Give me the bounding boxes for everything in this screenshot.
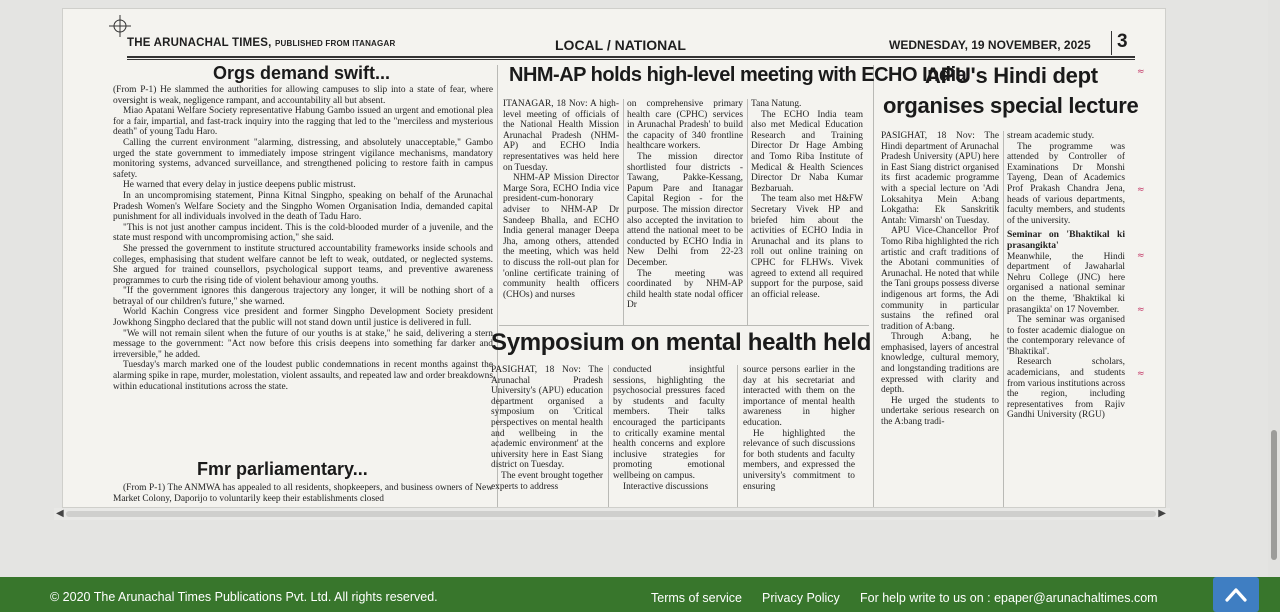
back-to-top-button[interactable] (1213, 577, 1259, 612)
scrollbar-thumb[interactable] (1271, 430, 1277, 560)
paragraph: The ECHO India team also met Medical Education Research and Training Director Dr Hage Ambing and Tomo Riba Institute of Medical & Health Sciences Director Dr Naba Kumar Bezbaruah. (751, 109, 863, 194)
help-email-link[interactable]: For help write to us on : epaper@arunachaltimes.com (860, 591, 1158, 605)
registration-mark-icon (109, 15, 131, 37)
article-body-orgs (113, 85, 493, 459)
paragraph: "This is not just another campus incident. This is the cold-blooded murder of a juvenile, and the state must respond with uncompromising action," she said. (113, 222, 493, 244)
paragraph: Miao Apatani Welfare Society representative Habung Gambo issued an urgent and emotional plea for a fair, impartial, and fast-track inquiry into the ragging that led to the "merciless and mysterious death" of young Tadu Haro. (113, 106, 493, 138)
paragraph: The mission director shortlisted four districts - Tawang, Pakke-Kessang, Papum Pare and Itanagar Capital Region - for the purpose. The mission director also accepted the invitation to attend the national meet to be conducted by ECHO India in New Delhi from 22-23 December. (627, 151, 743, 268)
column-divider (873, 65, 874, 508)
masthead-title: THE ARUNACHAL TIMES, (127, 37, 272, 49)
scroll-left-icon[interactable]: ◀ (56, 508, 64, 519)
paragraph: "If the government ignores this dangerous trajectory any longer, it will be nothing short of a betrayal of our children's future," she warned. (113, 286, 493, 307)
column-divider (737, 365, 738, 508)
paragraph: The meeting was coordinated by NHM-AP child health state nodal officer Dr (627, 268, 743, 311)
paragraph: PASIGHAT, 18 Nov: The Arunachal Pradesh University's (APU) education department organised a symposium on 'Critical perspectives on mental health and wellbeing in the academic environment' at the university here in East Siang district on Tuesday. (491, 365, 603, 471)
margin-mark-icon: ≈ (1137, 185, 1145, 195)
column-divider (608, 365, 609, 508)
paragraph: In an uncompromising statement, Pinna Kitnal Singpho, speaking on behalf of the Arunachal Pradesh Women's Welfare Society and the Singpho Women Organisation India, demanded capital punishment for all individuals involved in the death of Tadu Haro. (113, 190, 493, 223)
scroll-right-icon[interactable]: ▶ (1158, 508, 1166, 519)
newspaper-page (62, 8, 1166, 508)
paragraph: World Kachin Congress vice president and former Singpho Development Society president Jowkhong Singpho declared that the public will not stand down until justice is delivered in full. (113, 307, 493, 329)
copyright-text: © 2020 The Arunachal Times Publications Pvt. Ltd. All rights reserved. (50, 590, 438, 604)
page-number: 3 (1111, 31, 1128, 55)
article-subheading: Seminar on 'Bhaktikal ki prasangikta' (1007, 229, 1125, 251)
margin-mark-icon: ≈ (1137, 305, 1145, 315)
vertical-scrollbar[interactable] (1268, 0, 1280, 577)
column-divider (747, 99, 748, 325)
paragraph: He urged the students to undertake serious research on the A:bang tradi- (881, 395, 999, 428)
scrollbar-thumb[interactable] (66, 511, 1156, 517)
article-body-fmr (113, 483, 493, 508)
paragraph: source persons earlier in the day at his secretariat and interacted with them on the importance of mental health awareness in higher education. (743, 365, 855, 428)
paragraph: Meanwhile, the Hindi department of Jawaharlal Nehru College (JNC) here organised a national seminar on the theme, 'Bhaktikal ki prasangikta' on 17 November. (1007, 251, 1125, 315)
dateline: WEDNESDAY, 19 NOVEMBER, 2025 (889, 38, 1091, 52)
article-body-symposium-col2 (613, 365, 725, 508)
paragraph: She pressed the government to institute structured accountability frameworks inside schools and colleges, emphasising that student welfare cannot be left to weak, outdated, or neglected systems. She argued for trained counsellors, psychological support teams, and preventive awareness programmes to curb the rising tide of violent behaviour among youths. (113, 243, 493, 286)
paragraph: The team also met H&FW Secretary Vivek HP and briefed him about the activities of ECHO India in Arunachal and its plans to roll out online training on CPHC for FLHWs. Vivek agreed to extend all required support for the purpose, said an official release. (751, 194, 863, 300)
margin-mark-icon: ≈ (1137, 67, 1145, 77)
terms-link[interactable]: Terms of service (651, 591, 742, 605)
article-body-symposium-col1 (491, 365, 603, 508)
margin-mark-icon: ≈ (1137, 369, 1145, 379)
section-divider (499, 325, 869, 326)
paragraph: The event brought together experts to address (491, 470, 603, 492)
paragraph: conducted insightful sessions, highlighting the psychosocial pressures faced by students and faculty members. Their talks encouraged the participants to critically examine mental health concerns and explore inclusive strategies for promoting emotional wellbeing on campus. (613, 365, 725, 481)
article-headline-fmr[interactable]: Fmr parliamentary... (197, 459, 368, 479)
article-body-apu-col1 (881, 131, 999, 508)
paragraph: (From P-1) The ANMWA has appealed to all residents, shopkeepers, and business owners of New Market Colony, Daporijo to voluntarily keep their establishments closed (113, 483, 493, 504)
header-rule-thin (127, 59, 1135, 60)
paragraph: The programme was attended by Controller of Examinations Dr Monshi Tayeng, Dean of Academics Prof Prakash Chandra Jena, heads of various departments, faculty members, and students of the university. (1007, 141, 1125, 226)
paragraph: Interactive discussions (623, 481, 709, 492)
paragraph: NHM-AP Mission Director Marge Sora, ECHO India vice president-cum-honorary adviser to NHM-AP Dr Sandeep Bhalla, and ECHO India general manager Deepa Jha, among others, attended the meeting, which was held to discuss the roll-out plan for 'online certificate training of community health officers (CHOs) and nurses (503, 173, 619, 300)
privacy-link[interactable]: Privacy Policy (762, 591, 840, 605)
article-headline-apu-line1[interactable]: APU's Hindi dept (925, 63, 1098, 88)
paragraph: on comprehensive primary health care (CPHC) services in Arunachal Pradesh' to build the capacity of 340 frontline healthcare workers. (627, 99, 743, 152)
article-headline-symposium[interactable]: Symposium on mental health held (491, 329, 872, 356)
paragraph: Calling the current environment "alarming, distressing, and absolutely unacceptable," Gambo urged the state government to immediately impose stringent vigilance mechanisms, mandatory monitoring systems, advanced surveillance, and strengthened policing to restore faith in campus safety. (113, 137, 493, 180)
paragraph: "We will not remain silent when the future of our youths is at stake," he said, delivering a stern message to the government: "Act now before this crisis deepens into something far darker and irreversible," he added. (113, 328, 493, 360)
article-body-nhm-col2 (627, 99, 743, 325)
paragraph: Research scholars, academicians, and students from various institutions across the region, including representatives from Rajiv Gandhi University (RGU) (1007, 357, 1125, 421)
site-footer (0, 577, 1280, 612)
paragraph: The seminar was organised to foster academic dialogue on the contemporary relevance of 'Bhaktikal'. (1007, 315, 1125, 357)
column-divider (1003, 131, 1004, 508)
paragraph: ITANAGAR, 18 Nov: A high-level meeting of officials of the National Health Mission Arunachal Pradesh (NHM-AP) and ECHO India representatives was held here on Tuesday. (503, 99, 619, 173)
article-headline-nhm[interactable]: NHM-AP holds high-level meeting with ECHO India (509, 64, 967, 86)
section-title: LOCAL / NATIONAL (555, 37, 686, 53)
article-body-nhm-col1 (503, 99, 619, 325)
paragraph: APU Vice-Chancellor Prof Tomo Riba highlighted the rich artistic and craft traditions of the Abotani communities of Arunachal. He noted that while the Tani groups possess diverse indigenous art forms, the Adi community in particular sustains the refined oral tradition of A:bang. (881, 226, 999, 332)
paragraph: He warned that every delay in justice deepens public mistrust. (123, 180, 356, 191)
column-divider (623, 99, 624, 325)
margin-mark-icon: ≈ (1137, 251, 1145, 261)
horizontal-scrollbar[interactable] (54, 508, 1170, 520)
paragraph: stream academic study. (1007, 131, 1095, 141)
article-headline-apu-line2[interactable]: organises special lecture (883, 93, 1139, 118)
chevron-up-icon (1225, 585, 1247, 603)
paragraph: Tana Natung. (751, 99, 802, 109)
masthead (127, 37, 395, 57)
paragraph: Tuesday's march marked one of the loudest public condemnations in recent months against the alarming spike in rape, murder, molestation, violent assaults, and repeated law and order breakdowns within educational institutions across the state. (113, 360, 493, 392)
article-body-nhm-col3 (751, 99, 863, 325)
paragraph: (From P-1) He slammed the authorities for allowing campuses to slip into a state of fear, where oversight is weak, negligence rampant, and accountability all but absent. (113, 85, 493, 106)
paragraph: He highlighted the relevance of such discussions for both students and faculty members, and expressed the university's commitment to ensuring (743, 428, 855, 492)
paragraph: Through A:bang, he emphasised, layers of ancestral knowledge, cultural memory, and longstanding traditions are expressed with clarity and depth. (881, 332, 999, 396)
masthead-sub: PUBLISHED FROM ITANAGAR (274, 39, 396, 48)
header-rule (127, 56, 1135, 58)
article-body-apu-col2 (1007, 131, 1125, 508)
article-body-symposium-col3 (743, 365, 855, 508)
article-headline-orgs[interactable]: Orgs demand swift... (213, 63, 391, 83)
paragraph: PASIGHAT, 18 Nov: The Hindi department of Arunachal Pradesh University (APU) here in East Siang district organised its first academic programme with a special lecture on 'Adi Loksahitya Mein A:bang Lokgatha: Ek Sanskritik Antah: Vimarsh' on Tuesday. (881, 131, 999, 226)
